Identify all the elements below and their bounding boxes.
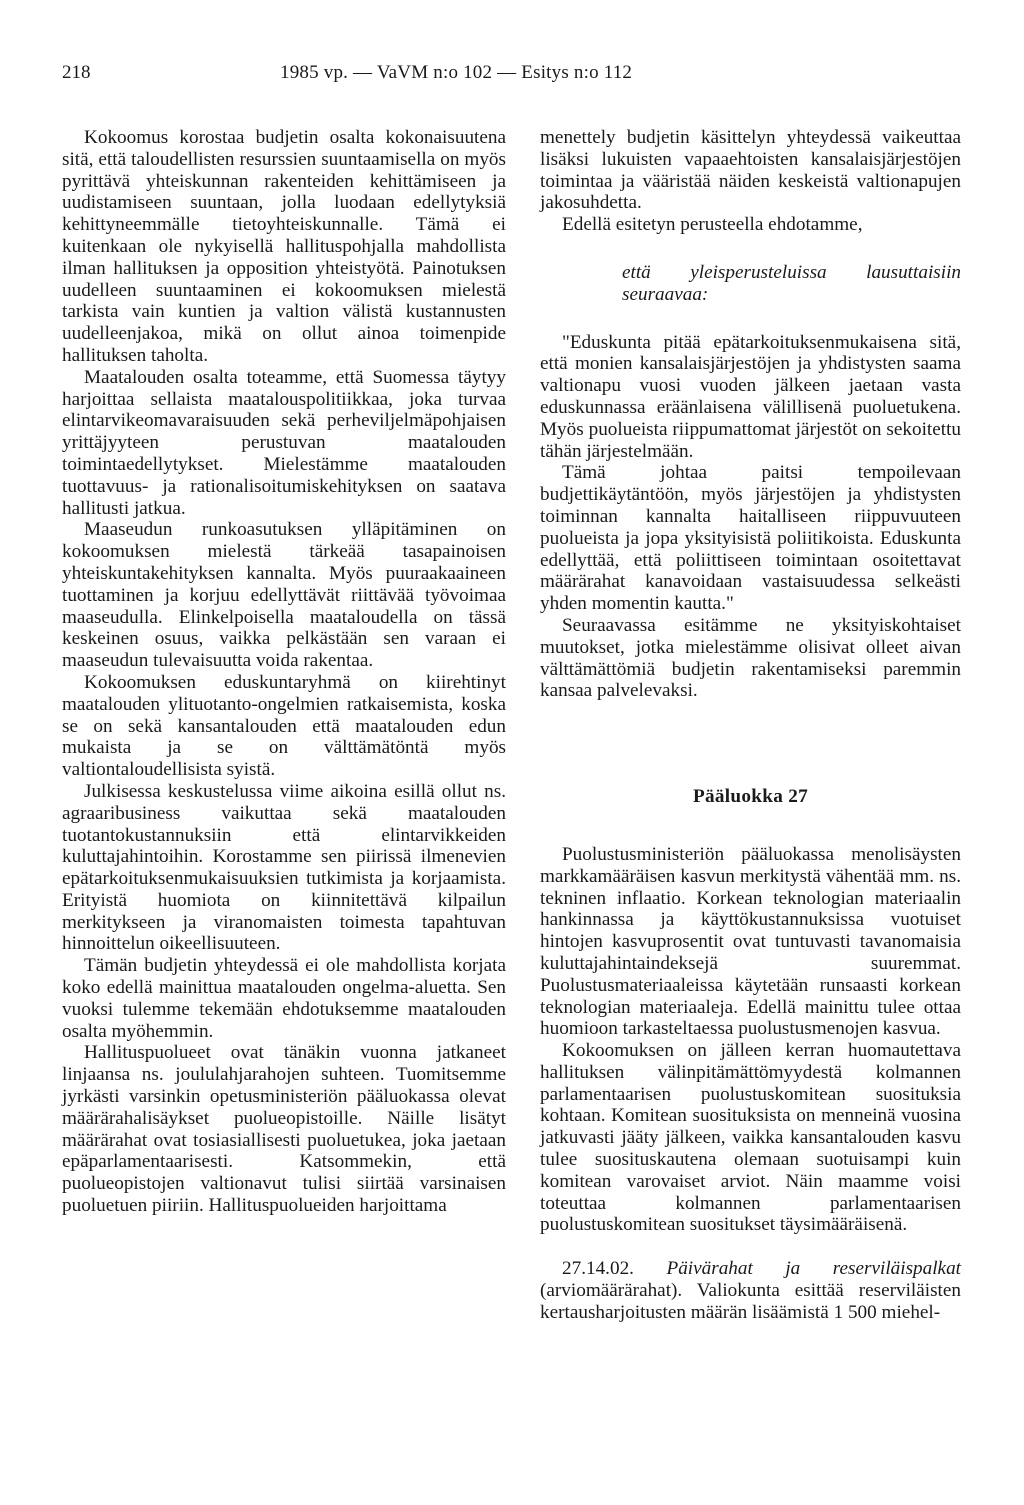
proposal-clause: että yleisperusteluissa lausuttaisiin seuraavaa: (622, 261, 961, 305)
quoted-proposal: "Eduskunta pitää epätarkoituksenmukaisena sitä, että monien kansalaisjärjestöjen ja yhdistysten saama valtionapu vuosi vuoden jälkeen jaetaan vasta eduskunnassa eräänlaisena välillisenä puoluetukena. Myös puolueista riippumattomat järjestöt on sekoitettu tähän järjestelmään. (540, 331, 961, 462)
budget-item (540, 1258, 961, 1323)
item-title: Päivärahat ja reserviläispalkat (666, 1258, 961, 1280)
paragraph: Maaseudun runkoasutuksen ylläpitäminen on kokoomuksen mielestä tärkeää tasapainoisen yhteiskuntakehityksen kannalta. Myös puuraakaaineen tuottaminen ja korjuu edellyttävät riittävää työvoimaa maaseudulla. Elinkelpoisella maataloudella on tässä keskeinen osuus, vaikka pelkästään sen varaan ei maaseudun tulevaisuutta voida rakentaa. (62, 519, 506, 672)
left-column (62, 127, 506, 1217)
running-title: 1985 vp. — VaVM n:o 102 — Esitys n:o 112 (280, 62, 633, 83)
paragraph: Puolustusministeriön pääluokassa menolisäysten markkamääräisen kasvun merkitystä vähentää mm. ns. tekninen inflaatio. Korkean teknologian materiaalin hankinnassa ja käyttökustannuksissa vuotuiset hintojen kasvuprosentit ovat tuntuvasti tavanomaisia kuluttajahintaindeksejä suuremmat. Puolustusmateriaaleissa käytetään runsaasti korkean teknologian materiaaleja. Edellä mainittu tulee ottaa huomioon tarkasteltaessa puolustusmenojen kasvua. (540, 843, 961, 1040)
paragraph: Seuraavassa esitämme ne yksityiskohtaiset muutokset, jotka mielestämme olisivat olleet aivan välttämättömiä budjetin rakentamiseksi paremmin kansaa palvelevaksi. (540, 614, 961, 702)
page-header (0, 62, 1024, 92)
paragraph: menettely budjetin käsittelyn yhteydessä vaikeuttaa lisäksi lukuisten vapaaehtoisten kansalaisjärjestöjen toimintaa ja vääristää näiden keskeistä valtionapujen jakosuhdetta. (540, 127, 961, 214)
paragraph: Kokoomuksen eduskuntaryhmä on kiirehtinyt maatalouden ylituotanto-ongelmien ratkaisemista, koska se on sekä kansantalouden että maatalouden edun mukaista ja se on välttämätöntä myös valtiontaloudellisista syistä. (62, 671, 506, 781)
section-heading: Pääluokka 27 (692, 786, 809, 808)
paragraph: Tämän budjetin yhteydessä ei ole mahdollista korjata koko edellä mainittua maatalouden ongelma-aluetta. Sen vuoksi tulemme tekemään ehdotuksemme maatalouden osalta myöhemmin. (62, 955, 506, 1042)
page-number: 218 (62, 62, 91, 83)
item-number: 27.14.02. (562, 1258, 634, 1280)
item-text: (arviomäärärahat). Valiokunta esittää reserviläisten kertausharjoitusten määrän lisäämistä 1 500 miehel- (540, 1280, 961, 1323)
quoted-proposal-cont: Tämä johtaa paitsi tempoilevaan budjettikäytäntöön, myös järjestöjen ja yhdistysten toiminnan kannalta haitalliseen riippuvuuteen puolueista ja jopa yksityisistä poliitikoista. Eduskunta edellyttää, että poliittiseen toimintaan osoitettavat määrärahat kanavoidaan vastaisuudessa selkeästi yhden momentin kautta." (540, 462, 961, 615)
right-column (540, 127, 961, 1324)
paragraph: Kokoomuksen on jälleen kerran huomautettava hallituksen välinpitämättömyydestä kolmannen parlamentaarisen puolustuskomitean suosituksia kohtaan. Komitean suosituksista on menneinä vuosina jatkuvasti jääty jälkeen, vaikka kansantalouden kasvu tulee suosituskautena olemaan suotuisampi kuin komitean varovaiset arviot. Näin maamme voisi toteuttaa kolmannen parlamentaarisen puolustuskomitean suositukset täysimääräisenä. (540, 1040, 961, 1236)
paragraph: Kokoomus korostaa budjetin osalta kokonaisuutena sitä, että taloudellisten resurssien suuntaamisella on myös pyrittävä yhteiskunnan rakenteiden kehittämiseen ja uudistamiseen suuntaan, jolla luodaan edellytyksiä kehittyneemmälle tietoyhteiskunnalle. Tämä ei kuitenkaan ole nykyisellä hallituspohjalla mahdollista ilman hallituksen ja opposition yhteistyötä. Painotuksen uudelleen suuntaaminen ei kokoomuksen mielestä tarkista vain kuntien ja valtion välistä kustannusten uudelleenjakoa, mikä on ollut ainoa toimenpide hallituksen taholta. (62, 127, 506, 366)
paragraph: Edellä esitetyn perusteella ehdotamme, (562, 214, 863, 236)
paragraph: Hallituspuolueet ovat tänäkin vuonna jatkaneet linjaansa ns. joululahjarahojen suhteen. Tuomitsemme jyrkästi varsinkin opetusministeriön pääluokassa olevat määrärahalisäykset puolueopistoille. Näille lisätyt määrärahat ovat tosiasiallisesti puoluetukea, joka jaetaan epäparlamentaarisesti. Katsommekin, että puolueopistojen valtionavut tulisi siirtää varsinaisen puoluetuen piiriin. Hallituspuolueiden harjoittama (62, 1042, 506, 1217)
paragraph: Maatalouden osalta toteamme, että Suomessa täytyy harjoittaa sellaista maatalouspolitiikkaa, joka turvaa elintarvikeomavaraisuuden sekä perheviljelmäpohjaisen yrittäjyyteen perustuvan maatalouden toimintaedellytykset. Mielestämme maatalouden tuottavuus- ja rationalisoitumiskehityksen on saatava hallitusti jatkua. (62, 366, 506, 519)
paragraph: Julkisessa keskustelussa viime aikoina esillä ollut ns. agraaribusiness vaikuttaa sekä maatalouden tuotantokustannuksiin että elintarvikkeiden kuluttajahintoihin. Korostamme sen piirissä ilmenevien epätarkoituksenmukaisuuksien tutkimista ja korjaamista. Erityistä huomiota on kiinnitettävä kilpailun merkitykseen ja viranomaisten toimesta tapahtuvan hinnoittelun oikeellisuuteen. (62, 780, 506, 955)
